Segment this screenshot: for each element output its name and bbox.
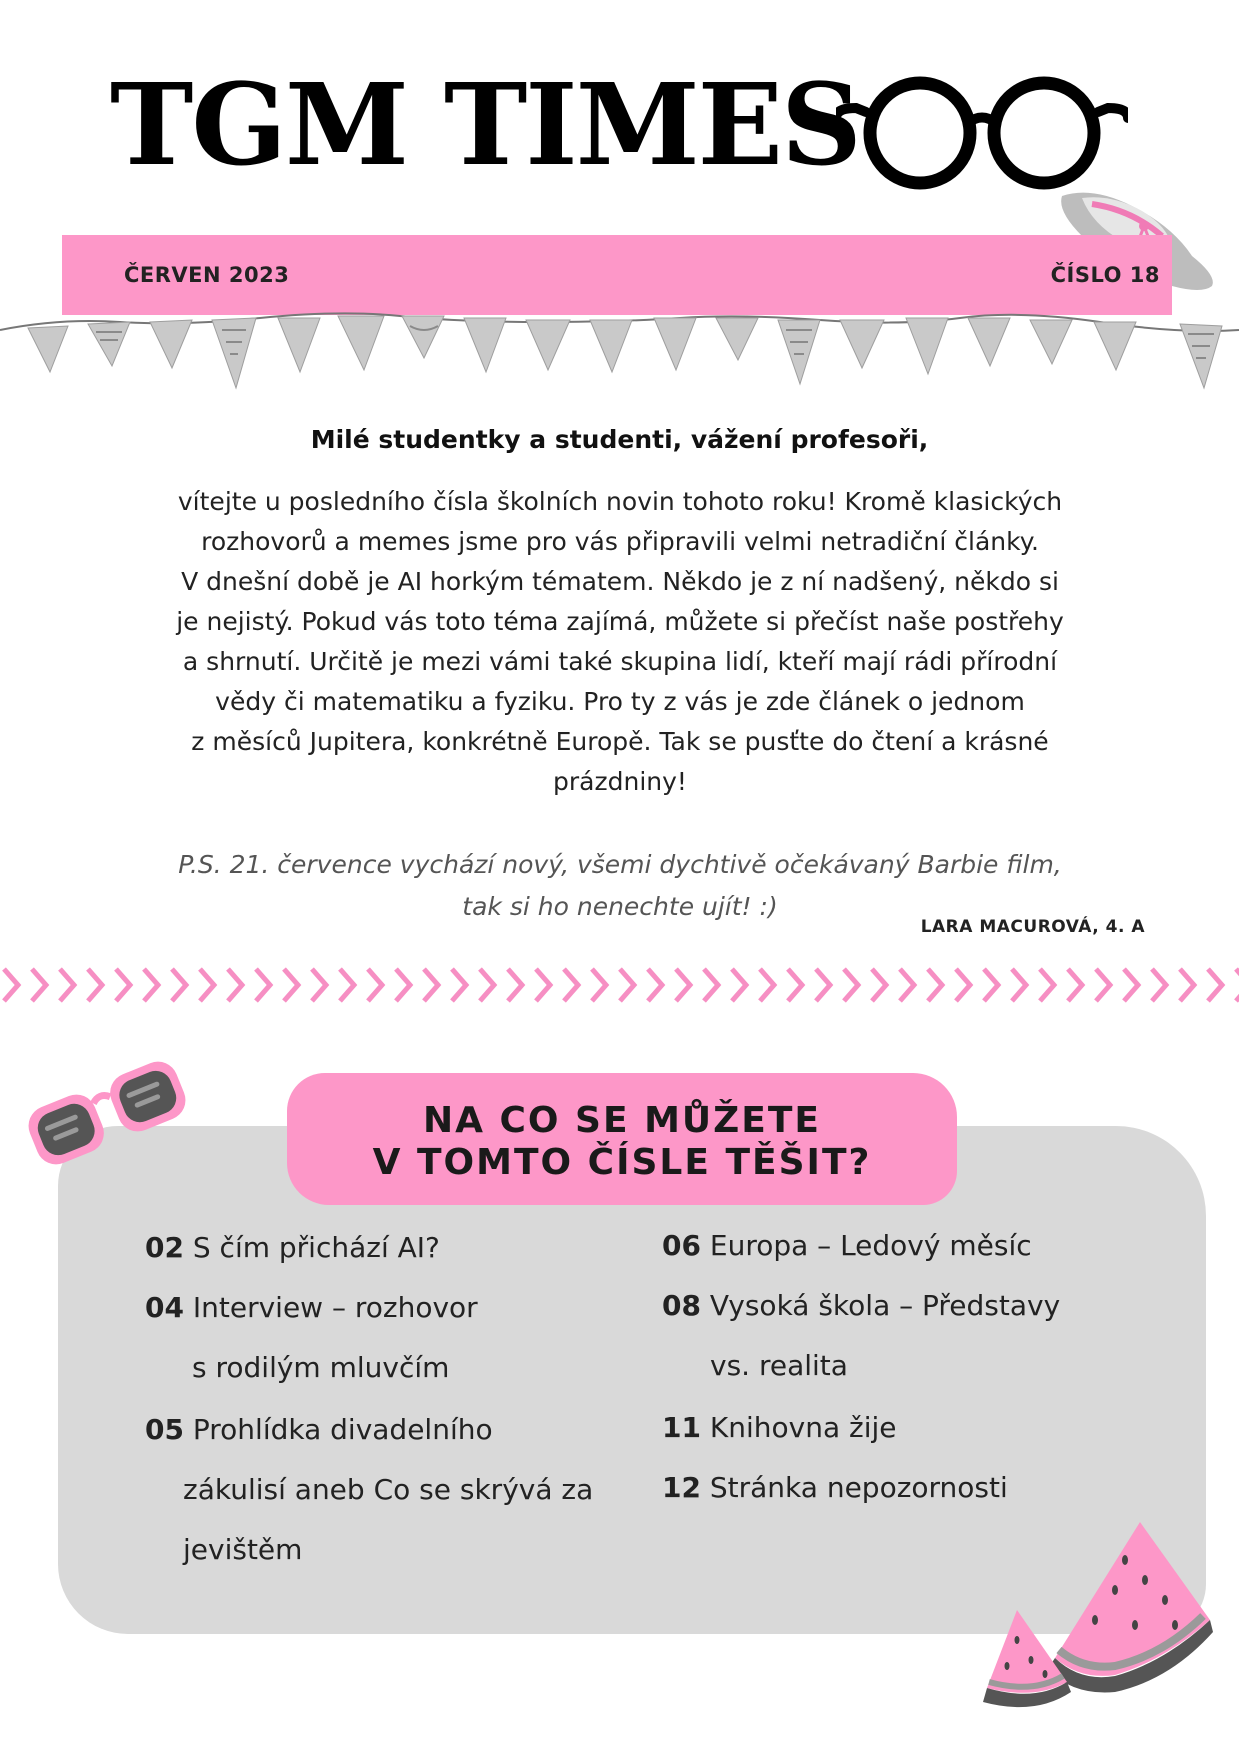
toc-title: Interview – rozhovor: [192, 1291, 478, 1324]
toc-item: [662, 1276, 1060, 1396]
toc-page-number: 08: [662, 1289, 701, 1322]
postscript-line: tak si ho nenechte ujít! :): [462, 892, 778, 921]
watermelon-icon: [975, 1510, 1215, 1730]
intro-paragraph: [110, 482, 1130, 802]
toc-title-continuation: jevištěm: [183, 1533, 303, 1566]
toc-title: Vysoká škola – Představy: [709, 1289, 1061, 1322]
intro-line: prázdniny!: [553, 767, 687, 796]
greeting: Milé studentky a studenti, vážení profesoři,: [310, 425, 929, 454]
intro-line: je nejistý. Pokud vás toto téma zajímá, můžete si přečíst naše postřehy: [176, 607, 1064, 636]
contents-title: [287, 1100, 957, 1184]
toc-title: Knihovna žije: [709, 1411, 897, 1444]
toc-title: Stránka nepozornosti: [709, 1471, 1008, 1504]
toc-page-number: 11: [662, 1411, 701, 1444]
toc-title: Europa – Ledový měsíc: [709, 1229, 1032, 1262]
toc-item: [145, 1400, 593, 1580]
toc-item: [662, 1458, 1008, 1518]
toc-title: S čím přichází AI?: [192, 1231, 440, 1264]
toc-title-continuation: s rodilým mluvčím: [192, 1351, 450, 1384]
postscript: [110, 844, 1130, 928]
toc-item: [145, 1218, 440, 1278]
toc-item: [145, 1278, 478, 1398]
intro-line: vítejte u posledního čísla školních novin tohoto roku! Kromě klasických: [177, 487, 1063, 516]
masthead-title: TGM TIMES: [110, 60, 860, 191]
intro-line: rozhovorů a memes jsme pro vás připravili velmi netradiční články.: [201, 527, 1039, 556]
toc-title: Prohlídka divadelního: [192, 1413, 493, 1446]
intro-line: a shrnutí. Určitě je mezi vámi také skupina lidí, kteří mají rádi přírodní: [182, 647, 1058, 676]
toc-title-continuation: vs. realita: [710, 1349, 848, 1382]
intro-line: vědy či matematiku a fyziku. Pro ty z vás je zde článek o jednom: [215, 687, 1025, 716]
author-signature: LARA MACUROVÁ, 4. A: [920, 917, 1145, 937]
toc-item: [662, 1216, 1032, 1276]
intro-line: V dnešní době je AI horkým tématem. Někdo je z ní nadšený, někdo si: [181, 567, 1059, 596]
chevron-divider: [0, 955, 1239, 1015]
postscript-line: P.S. 21. července vychází nový, všemi dychtivě očekávaný Barbie film,: [178, 850, 1062, 879]
toc-page-number: 02: [145, 1231, 184, 1264]
contents-title-line: NA CO SE MŮŽETE: [422, 1100, 822, 1141]
toc-page-number: 04: [145, 1291, 184, 1324]
bunting-flags: [0, 300, 1239, 400]
toc-page-number: 12: [662, 1471, 701, 1504]
toc-item: [662, 1398, 897, 1458]
sunglasses-icon: [20, 1043, 195, 1183]
contents-title-line: V TOMTO ČÍSLE TĚŠIT?: [372, 1142, 872, 1183]
issue-date: ČERVEN 2023: [124, 263, 290, 287]
intro-line: z měsíců Jupitera, konkrétně Europě. Tak se pusťte do čtení a krásné: [191, 727, 1049, 756]
toc-page-number: 05: [145, 1413, 184, 1446]
issue-number: ČÍSLO 18: [1050, 263, 1160, 287]
toc-page-number: 06: [662, 1229, 701, 1262]
glasses-icon: [836, 68, 1128, 194]
toc-title-continuation: zákulisí aneb Co se skrývá za: [183, 1473, 594, 1506]
